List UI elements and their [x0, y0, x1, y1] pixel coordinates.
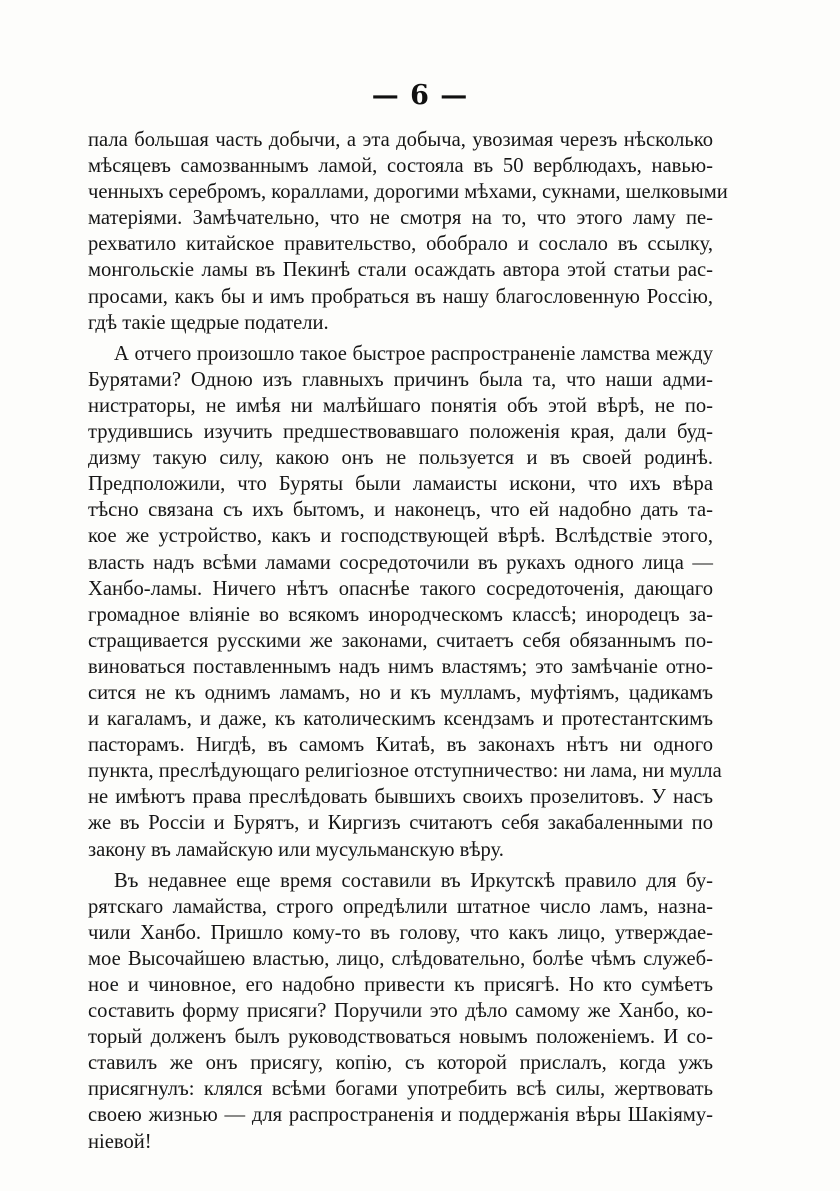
text-line: не имѣютъ права преслѣдовать бывшихъ своихъ прозелитовъ. У насъ: [88, 786, 713, 809]
text-line: ніевой!: [88, 1130, 152, 1153]
text-line: закону въ ламайскую или мусульманскую вѣру.: [88, 838, 504, 861]
text-line: мое Высочайшею властью, лицо, слѣдовательно, болѣе чѣмъ служеб-: [88, 947, 713, 970]
text-line: нистраторы, не имѣя ни малѣйшаго понятія объ этой вѣрѣ, не по-: [88, 394, 713, 417]
paragraph: [88, 341, 722, 863]
text-line: Въ недавнее еще время составили въ Иркутскѣ правило для бу-: [114, 869, 713, 892]
text-line: гдѣ такіе щедрые податели.: [88, 311, 329, 334]
text-line: просами, какъ бы и имъ пробраться въ нашу благословенную Россію,: [88, 285, 713, 308]
paragraph: [88, 127, 728, 336]
text-line: стращивается русскими же законами, считаетъ себя обязаннымъ по-: [88, 629, 713, 652]
text-line: ставилъ же онъ присягу, копію, съ которой прислалъ, когда ужъ: [88, 1052, 713, 1075]
text-line: составить форму присяги? Поручили это дѣло самому же Ханбо, ко-: [88, 1000, 713, 1023]
text-line: рехватило китайское правительство, обобрало и сослало въ ссылку,: [88, 233, 713, 256]
text-line: сится не къ однимъ ламамъ, но и къ мулламъ, муфтіямъ, цадикамъ: [88, 681, 713, 704]
text-line: своею жизнью — для распространенія и поддержанія вѣры Шакіяму-: [88, 1104, 713, 1127]
text-line: же въ Россіи и Бурятъ, и Киргизъ считаютъ себя закабаленными по: [88, 812, 713, 835]
text-line: А отчего произошло такое быстрое распространеніе ламства между: [114, 342, 713, 365]
text-line: чили Ханбо. Пришло кому-то въ голову, что какъ лицо, утверждае-: [88, 921, 713, 944]
text-line: мѣсяцевъ самозваннымъ ламой, состояла въ 50 верблюдахъ, навью-: [88, 155, 713, 178]
text-line: дизму такую силу, какою онъ не пользуется и въ своей родинѣ.: [88, 447, 713, 470]
text-line: пасторамъ. Нигдѣ, въ самомъ Китаѣ, въ законахъ нѣтъ ни одного: [88, 734, 713, 757]
text-line: виноваться поставленнымъ надъ нимъ властямъ; это замѣчаніе отно-: [88, 655, 713, 678]
text-line: громадное вліяніе во всякомъ инородческомъ классѣ; инородецъ за-: [88, 603, 713, 626]
text-line: торый долженъ былъ руководствоваться новымъ положеніемъ. И со-: [88, 1026, 713, 1049]
text-line: тѣсно связана съ ихъ бытомъ, и наконецъ, что ей надобно дать та-: [88, 499, 713, 522]
body-text: [88, 127, 728, 1155]
text-line: пункта, преслѣдующаго религіозное отступничество: ни лама, ни мулла: [88, 760, 722, 783]
page-number-header: — 6 —: [371, 80, 469, 111]
text-line: монгольскіе ламы въ Пекинѣ стали осаждать автора этой статьи рас-: [88, 259, 713, 282]
text-line: кое же устройство, какъ и господствующей вѣрѣ. Вслѣдствіе этого,: [88, 525, 713, 548]
text-line: ное и чиновное, его надобно привести къ присягѣ. Но кто сумѣетъ: [88, 974, 713, 996]
text-line: присягнулъ: клялся всѣми богами употребить всѣ силы, жертвовать: [88, 1078, 713, 1101]
text-line: матеріями. Замѣчательно, что не смотря на то, что этого ламу пе-: [88, 207, 713, 230]
text-line: трудившись изучить предшествовавшаго положенія края, дали буд-: [88, 421, 713, 444]
text-line: Ханбо-ламы. Ничего нѣтъ опаснѣе такого сосредоточенія, дающаго: [88, 577, 713, 600]
text-line: власть надъ всѣми ламами сосредоточили въ рукахъ одного лица —: [88, 551, 713, 574]
text-line: Бурятами? Одною изъ главныхъ причинъ была та, что наши адми-: [88, 368, 713, 391]
text-line: пала большая часть добычи, а эта добыча, увозимая черезъ нѣсколько: [88, 129, 713, 151]
text-line: ченныхъ серебромъ, кораллами, дорогими мѣхами, сукнами, шелковыми: [88, 181, 728, 204]
paragraph: [88, 868, 713, 1155]
text-line: рятскаго ламайства, строго опредѣлили штатное число ламъ, назна-: [88, 895, 713, 918]
text-line: Предположили, что Буряты были ламаисты искони, что ихъ вѣра: [88, 473, 713, 496]
text-line: и кагаламъ, и даже, къ католическимъ ксендзамъ и протестантскимъ: [88, 708, 713, 731]
